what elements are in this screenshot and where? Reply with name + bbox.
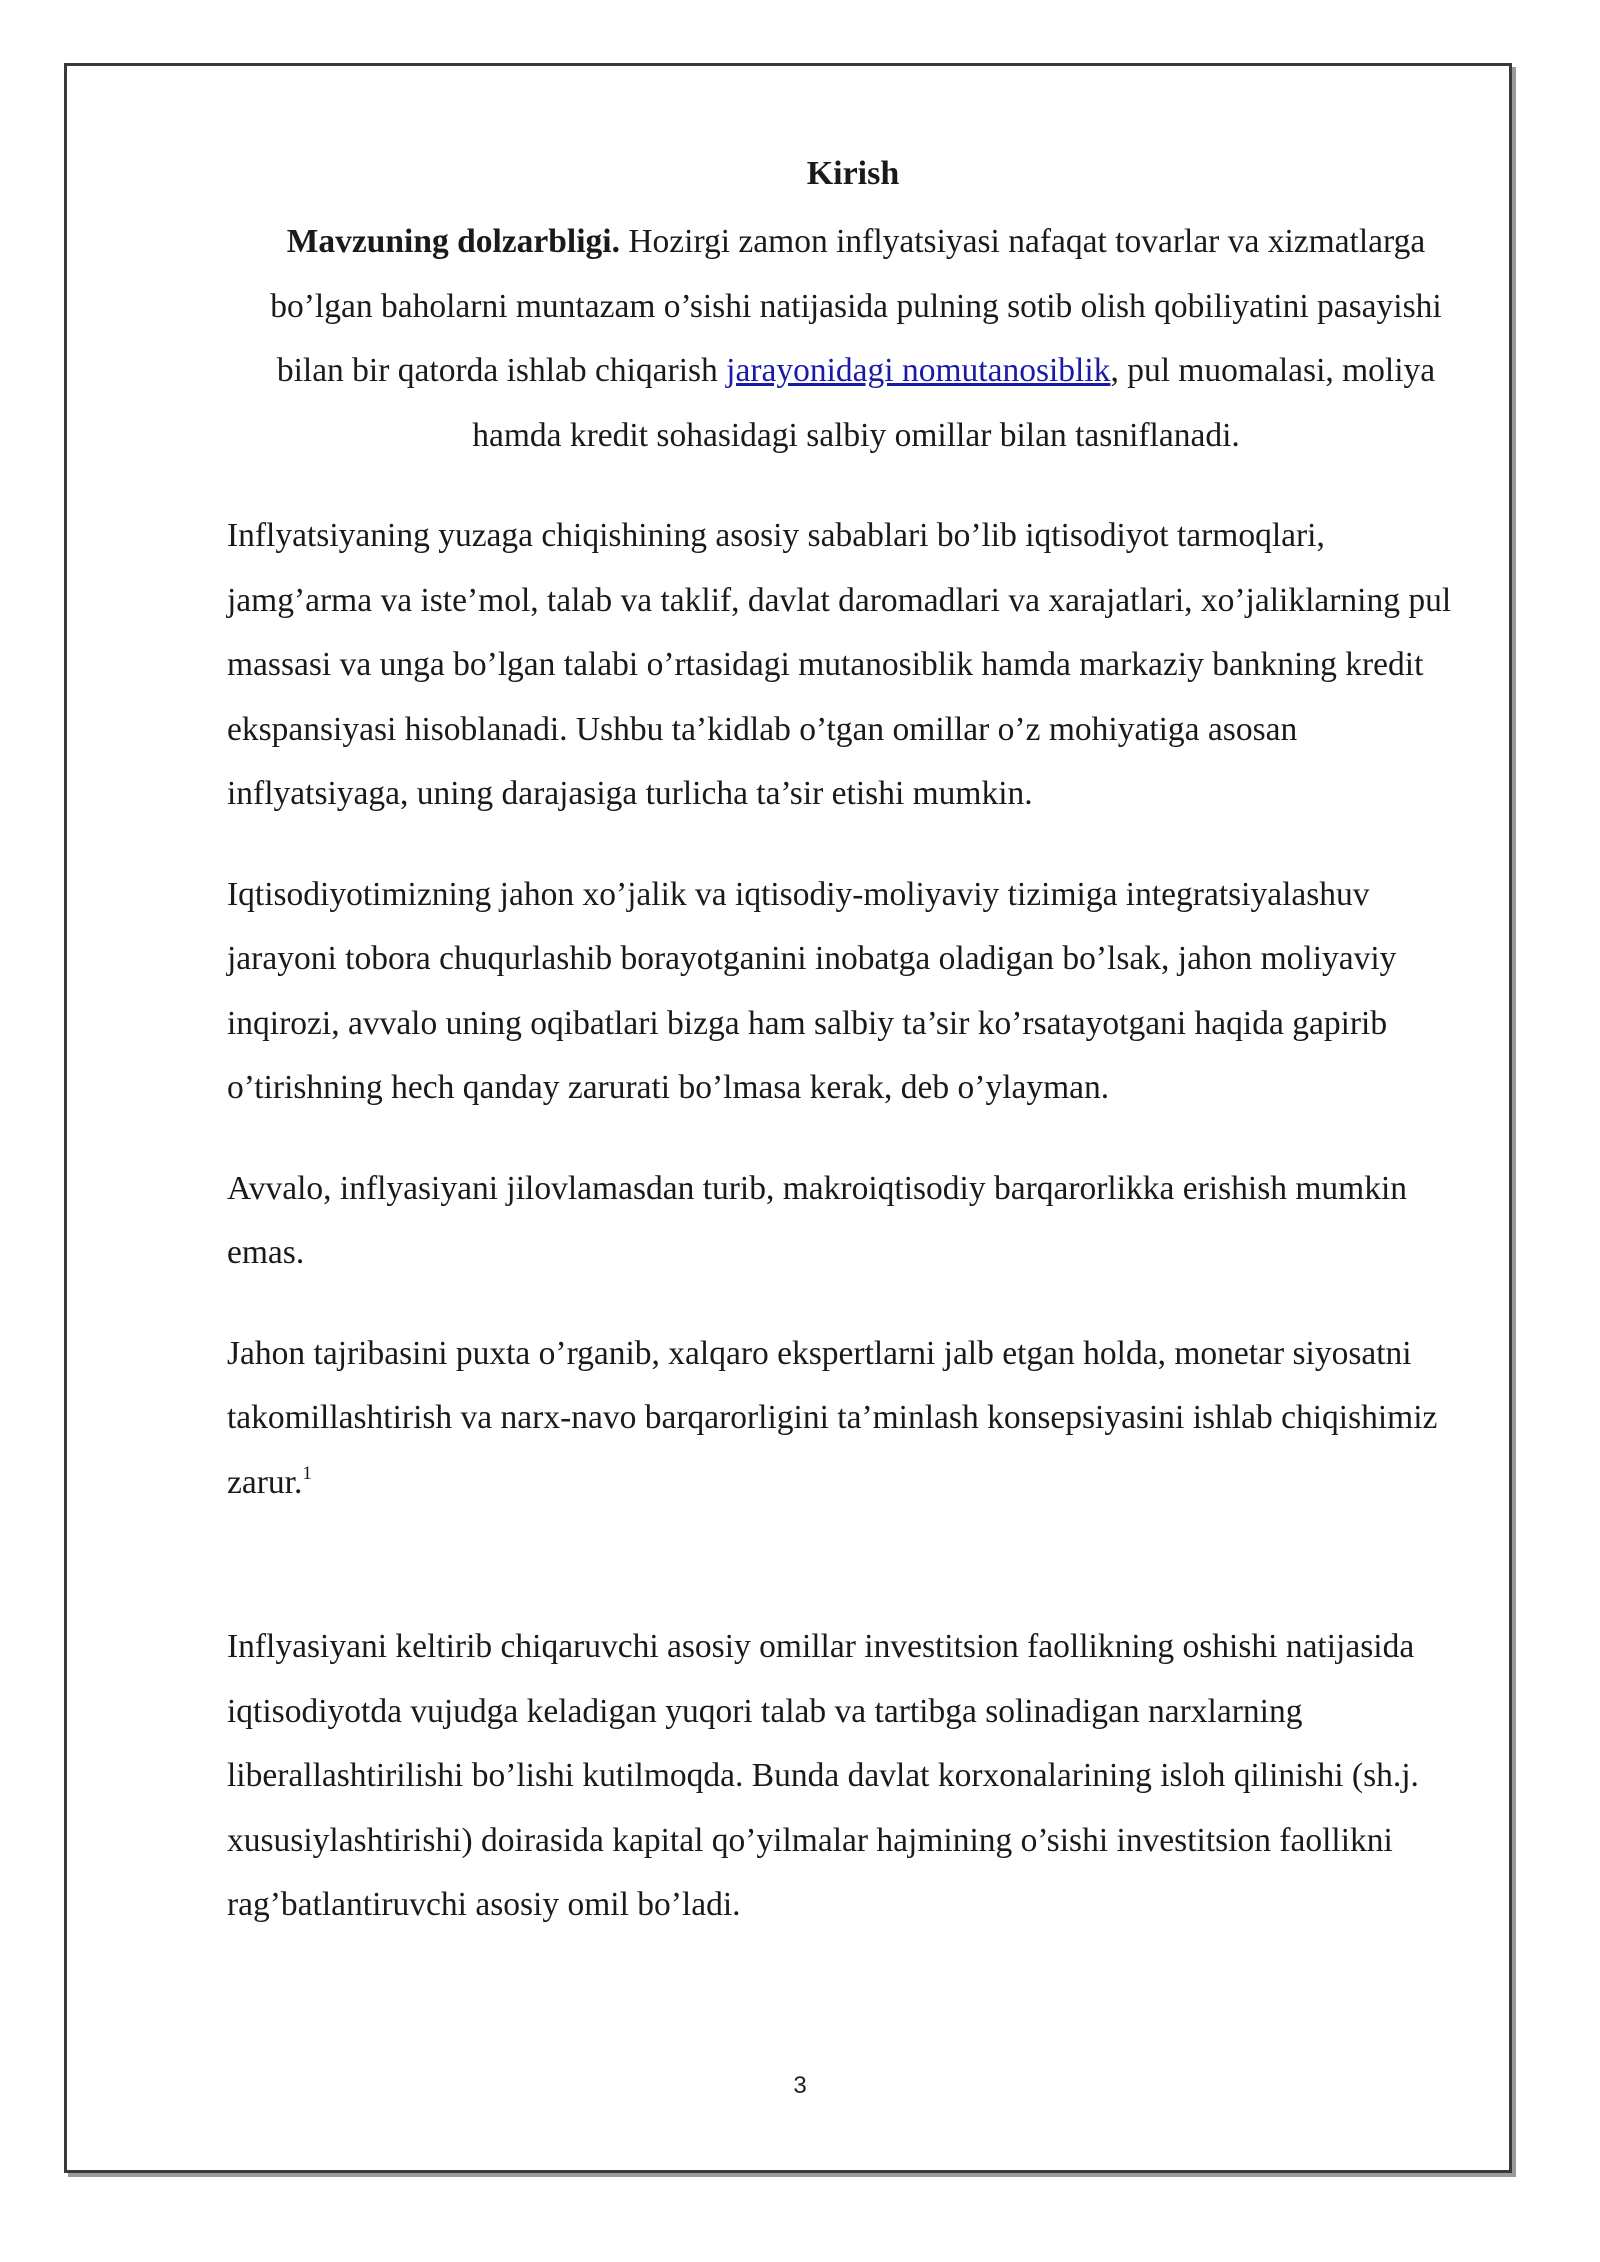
- footnote-reference[interactable]: 1: [302, 1462, 312, 1484]
- section-title: Kirish: [806, 155, 900, 192]
- paragraph-experience: [227, 1322, 1475, 1516]
- inline-link[interactable]: jarayonidagi nomutanosiblik: [726, 352, 1111, 389]
- paragraph-experience-text: Jahon tajribasini puxta o’rganib, xalqaro ekspertlarni jalb etgan holda, monetar siyosatni takomillashtirish va narx-navo barqarorligini ta’minlash konsepsiyasini ishlab chiqishimiz zarur.: [227, 1334, 1438, 1501]
- paragraph-integration: Iqtisodiyotimizning jahon xo’jalik va iqtisodiy-moliyaviy tizimiga integratsiyalashuv jarayoni tobora chuqurlashib borayotganini inobatga oladigan bo’lsak, jahon moliyaviy inqirozi, avvalo uning oqibatlari bizga ham salbiy ta’sir ko’rsatayotgani haqida gapirib o’tirishning hech qanday zarurati bo’lmasa kerak, deb o’ylayman.: [227, 875, 1397, 1106]
- relevance-text-2: , pul muomalasi, moliya hamda kredit sohasidagi salbiy omillar bilan tasniflanadi.: [472, 352, 1436, 454]
- relevance-text-1: Hozirgi zamon inflyatsiyasi nafaqat tovarlar va xizmatlarga bo’lgan baholarni muntazam o’sishi natijasida pulning sotib olish qobiliyatini pasayishi bilan bir qatorda ishlab chiqarish: [270, 223, 1442, 389]
- paragraph-factors: Inflyasiyani keltirib chiqaruvchi asosiy omillar investitsion faollikning oshishi natijasida iqtisodiyotda vujudga keladigan yuqori talab va tartibga solinadigan narxlarning liberallashtirilishi bo’lishi kutilmoqda. Bunda davlat korxonalarining isloh qilinishi (sh.j. xususiylashtirishi) doirasida kapital qo’yilmalar hajmining o’sishi investitsion faollikni rag’batlantiruvchi asosiy omil bo’ladi.: [227, 1628, 1419, 1923]
- page-content: [227, 148, 1475, 1938]
- page-number: 3: [793, 2072, 807, 2099]
- paragraph-stability: Avvalo, inflyasiyani jilovlamasdan turib, makroiqtisodiy barqarorlikka erishish mumkin emas.: [227, 1169, 1408, 1271]
- relevance-paragraph: [227, 210, 1475, 468]
- paragraph-causes: Inflyatsiyaning yuzaga chiqishining asosiy sabablari bo’lib iqtisodiyot tarmoqlari, jamg’arma va iste’mol, talab va taklif, davlat daromadlari va xarajatlari, xo’jaliklarning pul massasi va unga bo’lgan talabi o’rtasidagi mutanosiblik hamda markaziy bankning kredit ekspansiyasi hisoblanadi. Ushbu ta’kidlab o’tgan omillar o’z mohiyatiga asosan inflyatsiyaga, uning darajasiga turlicha ta’sir etishi mumkin.: [227, 517, 1452, 812]
- relevance-heading: Mavzuning dolzarbligi.: [286, 223, 620, 260]
